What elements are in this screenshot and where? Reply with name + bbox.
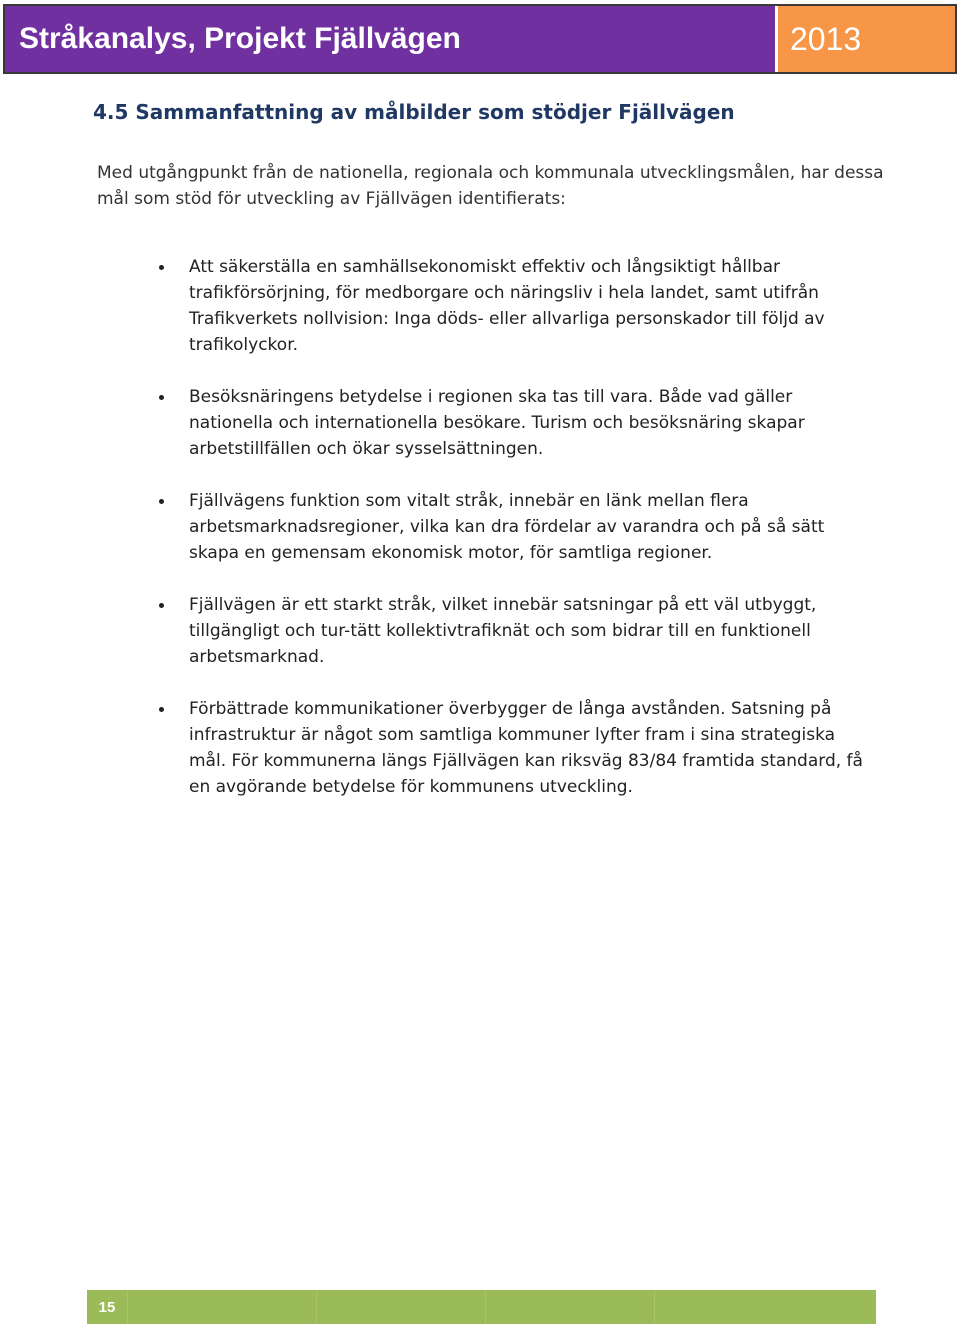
bullet-icon (159, 395, 164, 400)
list-item-text: Fjällvägen är ett starkt stråk, vilket innebär satsningar på ett väl utbyggt, tillgängligt och tur-tätt kollektivtrafiknät och som bidrar till en funktionell arbetsmarknad. (189, 595, 817, 667)
page-number: 15 (98, 1298, 116, 1316)
list-item-text: Fjällvägens funktion som vitalt stråk, innebär en länk mellan flera arbetsmarknadsregioner, vilka kan dra fördelar av varandra och på så sätt skapa en gemensam ekonomisk motor, för samtliga regioner. (189, 491, 825, 563)
bullet-icon (159, 265, 164, 270)
list-item (150, 384, 870, 462)
list-item-text: Förbättrade kommunikationer överbygger de långa avstånden. Satsning på infrastruktur är något som samtliga kommuner lyfter fram i sina strategiska mål. För kommunerna längs Fjällvägen kan riksväg 83/84 framtida standard, få en avgörande betydelse för kommunens utveckling. (189, 699, 863, 797)
list-item (150, 696, 870, 800)
list-item (150, 254, 870, 358)
footer-divider (316, 1290, 485, 1324)
footer-divider (654, 1290, 823, 1324)
footer-divider (485, 1290, 654, 1324)
section-number: 4.5 (93, 100, 129, 124)
bullet-icon (159, 603, 164, 608)
intro-paragraph: Med utgångpunkt från de nationella, regionala och kommunala utvecklingsmålen, har dessa mål som stöd för utveckling av Fjällvägen identifierats: (97, 163, 884, 209)
page-header (3, 4, 957, 74)
list-item (150, 592, 870, 670)
list-item (150, 488, 870, 566)
goal-list (150, 254, 870, 826)
bullet-icon (159, 707, 164, 712)
document-year: 2013 (778, 6, 955, 72)
document-title: Stråkanalys, Projekt Fjällvägen (5, 6, 778, 72)
footer-divider (127, 1290, 316, 1324)
page-footer (87, 1290, 876, 1324)
section-title: Sammanfattning av målbilder som stödjer Fjällvägen (135, 100, 735, 124)
section-heading (93, 100, 735, 124)
list-item-text: Att säkerställa en samhällsekonomiskt effektiv och långsiktigt hållbar trafikförsörjning, för medborgare och näringsliv i hela landet, samt utifrån Trafikverkets nollvision: Inga döds- eller allvarliga personskador till följd av trafikolyckor. (189, 257, 825, 355)
bullet-icon (159, 499, 164, 504)
list-item-text: Besöksnäringens betydelse i regionen ska tas till vara. Både vad gäller nationella och internationella besökare. Turism och besöksnäring skapar arbetstillfällen och ökar sysselsättningen. (189, 387, 805, 459)
